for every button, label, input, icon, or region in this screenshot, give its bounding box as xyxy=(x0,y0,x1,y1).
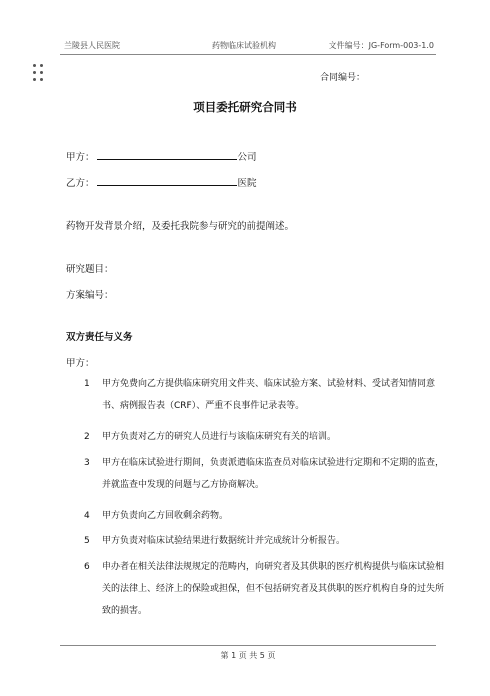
list-item xyxy=(84,373,444,417)
list-item-text: 甲方负责向乙方回收剩余药物。 xyxy=(102,511,229,521)
document-title: 项目委托研究合同书 xyxy=(193,100,297,114)
party-a-suffix: 公司 xyxy=(237,152,257,163)
list-item-number: 6 xyxy=(84,562,90,572)
list-item xyxy=(84,452,444,496)
party-b-field xyxy=(66,175,257,189)
list-item-text: 甲方负责对临床试验结果进行数据统计并完成统计分析报告。 xyxy=(102,536,346,546)
drag-handle-icon[interactable] xyxy=(33,64,43,82)
party-b-suffix: 医院 xyxy=(237,178,257,189)
list-item-number: 3 xyxy=(84,458,90,468)
party-b-blank-line[interactable] xyxy=(97,175,237,186)
page-footer: 第 1 页 共 5 页 xyxy=(60,645,436,661)
list-item xyxy=(84,426,444,448)
header-hospital-name: 兰陵县人民医院 xyxy=(64,41,120,50)
list-item xyxy=(84,530,444,552)
list-item-text: 甲方负责对乙方的研究人员进行与该临床研究有关的培训。 xyxy=(102,432,337,442)
party-a-field xyxy=(66,149,257,163)
intro-paragraph: 药物开发背景介绍，及委托我院参与研究的前提阐述。 xyxy=(66,221,295,232)
list-item-number: 1 xyxy=(84,379,90,389)
party-b-label: 乙方： xyxy=(66,178,95,189)
contract-number-label: 合同编号： xyxy=(320,73,366,83)
list-item-number: 4 xyxy=(84,511,90,521)
section-title: 双方责任与义务 xyxy=(66,332,133,343)
list-item-number: 2 xyxy=(84,432,90,442)
research-topic-label: 研究题目： xyxy=(66,264,114,275)
list-item-text: 甲方免费向乙方提供临床研究用文件夹、临床试验方案、试验材料、受试者知情同意书、病例报告表（CRF）、严重不良事件记录表等。 xyxy=(102,379,436,411)
list-item-text: 甲方在临床试验进行期间，负责派遣临床监查员对临床试验进行定期和不定期的监查，并就监查中发现的问题与乙方协商解决。 xyxy=(102,458,445,490)
header-file-number: 文件编号：JG-Form-003-1.0 xyxy=(328,41,434,50)
page-header xyxy=(60,38,436,55)
list-item-number: 5 xyxy=(84,536,90,546)
list-item xyxy=(84,505,444,527)
list-item xyxy=(84,556,444,622)
protocol-number-label: 方案编号： xyxy=(66,290,114,301)
party-a-blank-line[interactable] xyxy=(97,149,237,160)
header-institution: 药物临床试验机构 xyxy=(212,41,276,50)
party-a-label: 甲方： xyxy=(66,152,95,163)
party-a-heading: 甲方： xyxy=(66,358,95,369)
list-item-text: 申办者在相关法律法规规定的范畴内，向研究者及其供职的医疗机构提供与临床试验相关的法律上、经济上的保险或担保，但不包括研究者及其供职的医疗机构自身的过失所致的损害。 xyxy=(102,562,445,616)
